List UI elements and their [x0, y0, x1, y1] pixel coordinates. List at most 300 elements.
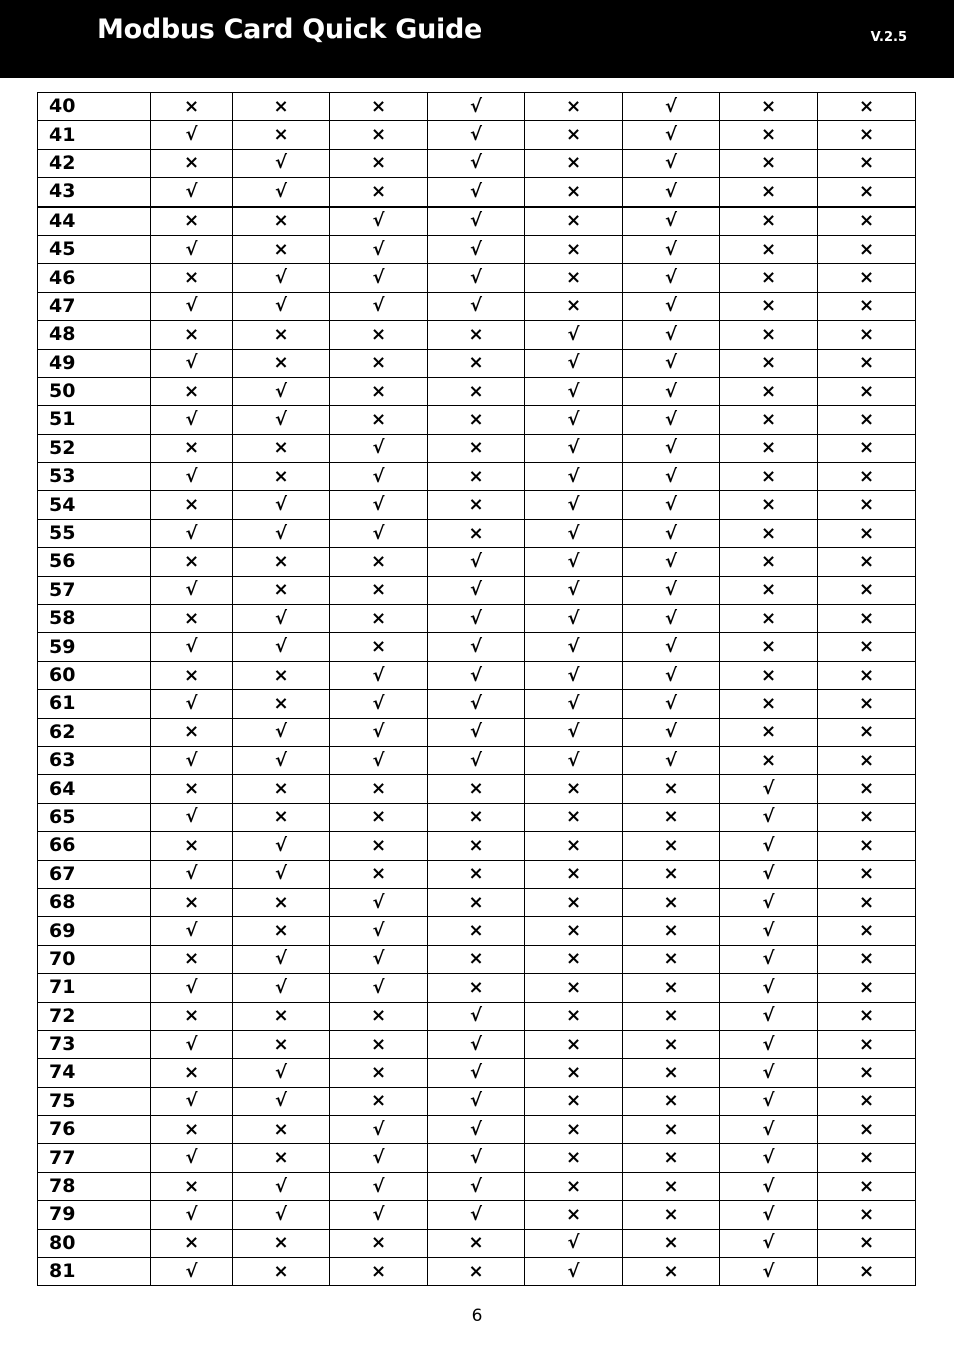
table-cell: √ — [428, 1116, 525, 1144]
table-cell: √ — [525, 633, 623, 661]
table-cell: √ — [233, 292, 330, 320]
table-cell: √ — [623, 235, 720, 263]
table-cell: × — [525, 1172, 623, 1200]
table-cell: × — [233, 321, 330, 349]
table-cell: × — [428, 434, 525, 462]
table-row — [38, 548, 916, 576]
table-cell: √ — [720, 775, 818, 803]
table-cell: × — [818, 1229, 916, 1257]
table-cell: √ — [428, 1030, 525, 1058]
row-number: 57 — [38, 576, 151, 604]
table-cell: √ — [330, 434, 428, 462]
table-cell: √ — [330, 207, 428, 236]
table-cell: × — [818, 1002, 916, 1030]
table-cell: √ — [720, 1144, 818, 1172]
row-number: 81 — [38, 1258, 151, 1286]
table-cell: × — [233, 235, 330, 263]
table-cell: × — [623, 888, 720, 916]
row-number: 63 — [38, 746, 151, 774]
table-cell: × — [330, 832, 428, 860]
table-cell: √ — [151, 690, 233, 718]
table-cell: √ — [623, 121, 720, 149]
table-cell: √ — [330, 888, 428, 916]
table-cell: × — [818, 661, 916, 689]
table-cell: × — [818, 1172, 916, 1200]
table-cell: × — [151, 945, 233, 973]
table-cell: √ — [233, 264, 330, 292]
table-cell: × — [818, 1258, 916, 1286]
table-cell: × — [525, 974, 623, 1002]
table-cell: × — [330, 377, 428, 405]
row-number: 43 — [38, 178, 151, 207]
table-cell: √ — [330, 235, 428, 263]
table-cell: × — [525, 149, 623, 177]
table-cell: √ — [428, 264, 525, 292]
table-cell: × — [428, 491, 525, 519]
table-cell: √ — [428, 576, 525, 604]
table-cell: √ — [233, 1059, 330, 1087]
table-cell: √ — [525, 690, 623, 718]
table-cell: × — [818, 149, 916, 177]
table-cell: √ — [428, 207, 525, 236]
table-cell: √ — [151, 803, 233, 831]
table-cell: × — [151, 491, 233, 519]
table-cell: × — [623, 1087, 720, 1115]
table-cell: × — [330, 406, 428, 434]
table-cell: × — [720, 548, 818, 576]
table-cell: × — [330, 321, 428, 349]
table-cell: × — [525, 832, 623, 860]
table-cell: × — [720, 434, 818, 462]
table-cell: √ — [233, 832, 330, 860]
table-cell: × — [233, 1116, 330, 1144]
table-cell: × — [330, 576, 428, 604]
table-cell: √ — [623, 463, 720, 491]
table-cell: √ — [720, 917, 818, 945]
table-cell: × — [720, 491, 818, 519]
table-cell: √ — [525, 1258, 623, 1286]
table-cell: √ — [623, 434, 720, 462]
table-cell: × — [151, 1059, 233, 1087]
table-cell: √ — [233, 178, 330, 207]
table-cell: √ — [623, 605, 720, 633]
table-row — [38, 1144, 916, 1172]
table-cell: × — [818, 463, 916, 491]
table-cell: × — [428, 775, 525, 803]
table-cell: × — [330, 1002, 428, 1030]
table-cell: √ — [330, 264, 428, 292]
row-number: 67 — [38, 860, 151, 888]
table-cell: × — [818, 945, 916, 973]
table-cell: × — [525, 1059, 623, 1087]
table-cell: √ — [233, 377, 330, 405]
table-cell: × — [818, 519, 916, 547]
table-cell: × — [525, 917, 623, 945]
table-cell: √ — [330, 1172, 428, 1200]
table-cell: × — [818, 832, 916, 860]
table-cell: × — [818, 178, 916, 207]
table-cell: × — [818, 93, 916, 121]
table-cell: × — [330, 860, 428, 888]
row-number: 58 — [38, 605, 151, 633]
table-cell: × — [720, 718, 818, 746]
table-row — [38, 917, 916, 945]
table-cell: √ — [330, 746, 428, 774]
table-cell: × — [233, 349, 330, 377]
table-cell: √ — [233, 974, 330, 1002]
table-cell: × — [818, 576, 916, 604]
bit-pattern-table — [37, 92, 916, 1286]
table-cell: √ — [720, 832, 818, 860]
table-cell: √ — [330, 718, 428, 746]
table-cell: × — [428, 860, 525, 888]
row-number: 78 — [38, 1172, 151, 1200]
table-cell: × — [818, 121, 916, 149]
table-cell: √ — [233, 718, 330, 746]
table-row — [38, 1258, 916, 1286]
table-cell: × — [233, 1002, 330, 1030]
table-cell: × — [818, 605, 916, 633]
row-number: 61 — [38, 690, 151, 718]
table-row — [38, 974, 916, 1002]
table-cell: × — [233, 93, 330, 121]
row-number: 46 — [38, 264, 151, 292]
table-cell: × — [720, 93, 818, 121]
table-cell: √ — [233, 1201, 330, 1229]
table-cell: × — [818, 349, 916, 377]
table-cell: √ — [330, 463, 428, 491]
table-cell: √ — [428, 1087, 525, 1115]
table-cell: × — [818, 207, 916, 236]
table-cell: √ — [233, 860, 330, 888]
table-cell: × — [330, 1229, 428, 1257]
table-row — [38, 463, 916, 491]
table-row — [38, 945, 916, 973]
table-cell: × — [818, 1030, 916, 1058]
table-body — [38, 93, 916, 1286]
table-cell: √ — [623, 406, 720, 434]
table-cell: × — [151, 1002, 233, 1030]
table-cell: √ — [525, 406, 623, 434]
table-cell: × — [330, 548, 428, 576]
table-cell: √ — [720, 1030, 818, 1058]
table-cell: √ — [151, 406, 233, 434]
table-row — [38, 576, 916, 604]
table-cell: √ — [330, 292, 428, 320]
table-cell: × — [330, 1059, 428, 1087]
table-row — [38, 406, 916, 434]
table-cell: × — [525, 207, 623, 236]
table-cell: √ — [233, 406, 330, 434]
table-cell: √ — [330, 690, 428, 718]
table-cell: × — [720, 746, 818, 774]
table-cell: × — [818, 690, 916, 718]
table-row — [38, 349, 916, 377]
table-cell: √ — [623, 633, 720, 661]
table-cell: √ — [623, 93, 720, 121]
version-label: V.2.5 — [870, 30, 907, 45]
table-cell: × — [818, 406, 916, 434]
table-row — [38, 207, 916, 236]
table-cell: × — [720, 121, 818, 149]
table-cell: √ — [330, 1116, 428, 1144]
table-cell: √ — [151, 1087, 233, 1115]
table-cell: √ — [330, 491, 428, 519]
table-row — [38, 519, 916, 547]
table-cell: × — [623, 1201, 720, 1229]
table-cell: √ — [151, 1258, 233, 1286]
table-cell: √ — [151, 860, 233, 888]
table-cell: × — [428, 888, 525, 916]
table-cell: × — [233, 121, 330, 149]
row-number: 41 — [38, 121, 151, 149]
table-cell: √ — [151, 519, 233, 547]
table-cell: × — [623, 1059, 720, 1087]
table-cell: × — [818, 548, 916, 576]
page-header — [0, 0, 954, 78]
row-number: 69 — [38, 917, 151, 945]
table-cell: × — [525, 292, 623, 320]
row-number: 59 — [38, 633, 151, 661]
table-cell: √ — [525, 605, 623, 633]
table-cell: × — [525, 264, 623, 292]
table-cell: × — [818, 633, 916, 661]
table-cell: √ — [151, 121, 233, 149]
table-cell: × — [233, 548, 330, 576]
table-row — [38, 633, 916, 661]
table-row — [38, 1201, 916, 1229]
table-cell: √ — [428, 746, 525, 774]
table-row — [38, 1059, 916, 1087]
table-cell: √ — [525, 519, 623, 547]
table-cell: √ — [720, 1172, 818, 1200]
table-row — [38, 746, 916, 774]
table-cell: × — [623, 1116, 720, 1144]
table-row — [38, 321, 916, 349]
table-cell: × — [818, 264, 916, 292]
table-row — [38, 1087, 916, 1115]
table-cell: √ — [720, 1116, 818, 1144]
row-number: 45 — [38, 235, 151, 263]
table-cell: × — [720, 235, 818, 263]
table-cell: × — [428, 377, 525, 405]
table-cell: √ — [720, 1229, 818, 1257]
table-cell: × — [233, 434, 330, 462]
table-cell: √ — [330, 917, 428, 945]
table-cell: × — [428, 1229, 525, 1257]
table-cell: √ — [151, 1201, 233, 1229]
table-cell: × — [330, 1030, 428, 1058]
row-number: 73 — [38, 1030, 151, 1058]
row-number: 51 — [38, 406, 151, 434]
table-cell: √ — [428, 661, 525, 689]
table-cell: √ — [151, 746, 233, 774]
table-cell: √ — [428, 149, 525, 177]
table-cell: × — [151, 1172, 233, 1200]
table-cell: √ — [233, 1087, 330, 1115]
table-cell: × — [720, 661, 818, 689]
table-cell: √ — [720, 888, 818, 916]
table-cell: × — [720, 633, 818, 661]
table-row — [38, 491, 916, 519]
table-cell: × — [525, 1002, 623, 1030]
table-cell: √ — [720, 974, 818, 1002]
table-cell: √ — [233, 633, 330, 661]
table-cell: √ — [525, 321, 623, 349]
table-cell: × — [720, 406, 818, 434]
table-cell: × — [330, 775, 428, 803]
table-cell: × — [330, 605, 428, 633]
table-cell: × — [525, 1144, 623, 1172]
table-cell: × — [428, 519, 525, 547]
table-cell: × — [233, 1229, 330, 1257]
table-cell: × — [330, 803, 428, 831]
page-number: 6 — [471, 1306, 483, 1326]
table-cell: × — [428, 321, 525, 349]
table-cell: × — [720, 690, 818, 718]
document-title: Modbus Card Quick Guide — [97, 14, 483, 45]
table-cell: √ — [151, 1030, 233, 1058]
table-cell: × — [525, 775, 623, 803]
table-cell: √ — [623, 178, 720, 207]
table-cell: √ — [525, 1229, 623, 1257]
table-cell: × — [818, 775, 916, 803]
table-row — [38, 149, 916, 177]
table-cell: √ — [525, 576, 623, 604]
table-cell: √ — [623, 207, 720, 236]
row-number: 77 — [38, 1144, 151, 1172]
table-cell: × — [151, 832, 233, 860]
table-cell: × — [720, 292, 818, 320]
table-row — [38, 888, 916, 916]
table-cell: × — [233, 775, 330, 803]
table-row — [38, 775, 916, 803]
table-cell: √ — [623, 690, 720, 718]
table-cell: √ — [623, 491, 720, 519]
table-cell: × — [525, 235, 623, 263]
table-cell: √ — [233, 1172, 330, 1200]
table-cell: × — [151, 605, 233, 633]
table-cell: × — [330, 93, 428, 121]
table-cell: × — [151, 1229, 233, 1257]
table-cell: × — [818, 888, 916, 916]
table-cell: √ — [330, 519, 428, 547]
table-cell: × — [525, 1116, 623, 1144]
table-cell: × — [330, 1087, 428, 1115]
row-number: 42 — [38, 149, 151, 177]
table-cell: × — [525, 888, 623, 916]
table-cell: × — [428, 463, 525, 491]
table-cell: × — [623, 1229, 720, 1257]
table-cell: × — [151, 93, 233, 121]
table-cell: × — [818, 746, 916, 774]
table-cell: × — [818, 1144, 916, 1172]
table-cell: × — [818, 235, 916, 263]
table-cell: × — [818, 292, 916, 320]
table-cell: √ — [525, 746, 623, 774]
table-cell: √ — [233, 605, 330, 633]
table-cell: √ — [151, 349, 233, 377]
row-number: 55 — [38, 519, 151, 547]
table-cell: × — [151, 321, 233, 349]
table-cell: × — [151, 149, 233, 177]
table-cell: √ — [720, 1258, 818, 1286]
row-number: 54 — [38, 491, 151, 519]
table-cell: √ — [623, 377, 720, 405]
table-cell: × — [818, 1087, 916, 1115]
table-row — [38, 803, 916, 831]
table-cell: × — [151, 377, 233, 405]
table-cell: × — [818, 1201, 916, 1229]
table-cell: √ — [151, 292, 233, 320]
table-cell: × — [151, 718, 233, 746]
table-cell: × — [330, 349, 428, 377]
table-row — [38, 1229, 916, 1257]
table-cell: × — [623, 860, 720, 888]
table-cell: × — [525, 1201, 623, 1229]
table-cell: × — [151, 888, 233, 916]
table-cell: √ — [623, 149, 720, 177]
row-number: 71 — [38, 974, 151, 1002]
table-cell: × — [233, 1144, 330, 1172]
table-cell: √ — [720, 945, 818, 973]
table-cell: √ — [623, 576, 720, 604]
table-cell: √ — [720, 1201, 818, 1229]
table-row — [38, 1002, 916, 1030]
table-cell: √ — [428, 178, 525, 207]
table-cell: √ — [623, 718, 720, 746]
table-row — [38, 377, 916, 405]
table-cell: √ — [623, 349, 720, 377]
table-cell: × — [623, 1258, 720, 1286]
table-row — [38, 605, 916, 633]
table-cell: √ — [623, 519, 720, 547]
table-cell: × — [233, 576, 330, 604]
row-number: 65 — [38, 803, 151, 831]
table-cell: √ — [428, 292, 525, 320]
table-cell: × — [818, 321, 916, 349]
table-cell: √ — [233, 491, 330, 519]
table-cell: × — [525, 1030, 623, 1058]
row-number: 66 — [38, 832, 151, 860]
table-cell: × — [525, 178, 623, 207]
table-cell: √ — [428, 718, 525, 746]
table-cell: √ — [428, 1002, 525, 1030]
table-cell: √ — [428, 1201, 525, 1229]
table-cell: √ — [428, 548, 525, 576]
table-cell: √ — [428, 93, 525, 121]
table-cell: √ — [330, 974, 428, 1002]
table-cell: × — [233, 1258, 330, 1286]
table-cell: × — [623, 1002, 720, 1030]
table-cell: × — [525, 860, 623, 888]
table-cell: √ — [525, 661, 623, 689]
table-cell: √ — [428, 1059, 525, 1087]
table-cell: × — [151, 207, 233, 236]
table-cell: √ — [151, 235, 233, 263]
table-cell: × — [818, 718, 916, 746]
table-cell: × — [330, 633, 428, 661]
table-row — [38, 292, 916, 320]
table-cell: × — [818, 803, 916, 831]
table-cell: √ — [233, 945, 330, 973]
table-cell: × — [233, 463, 330, 491]
table-cell: √ — [428, 235, 525, 263]
table-cell: × — [623, 832, 720, 860]
table-cell: √ — [525, 491, 623, 519]
row-number: 76 — [38, 1116, 151, 1144]
table-row — [38, 93, 916, 121]
